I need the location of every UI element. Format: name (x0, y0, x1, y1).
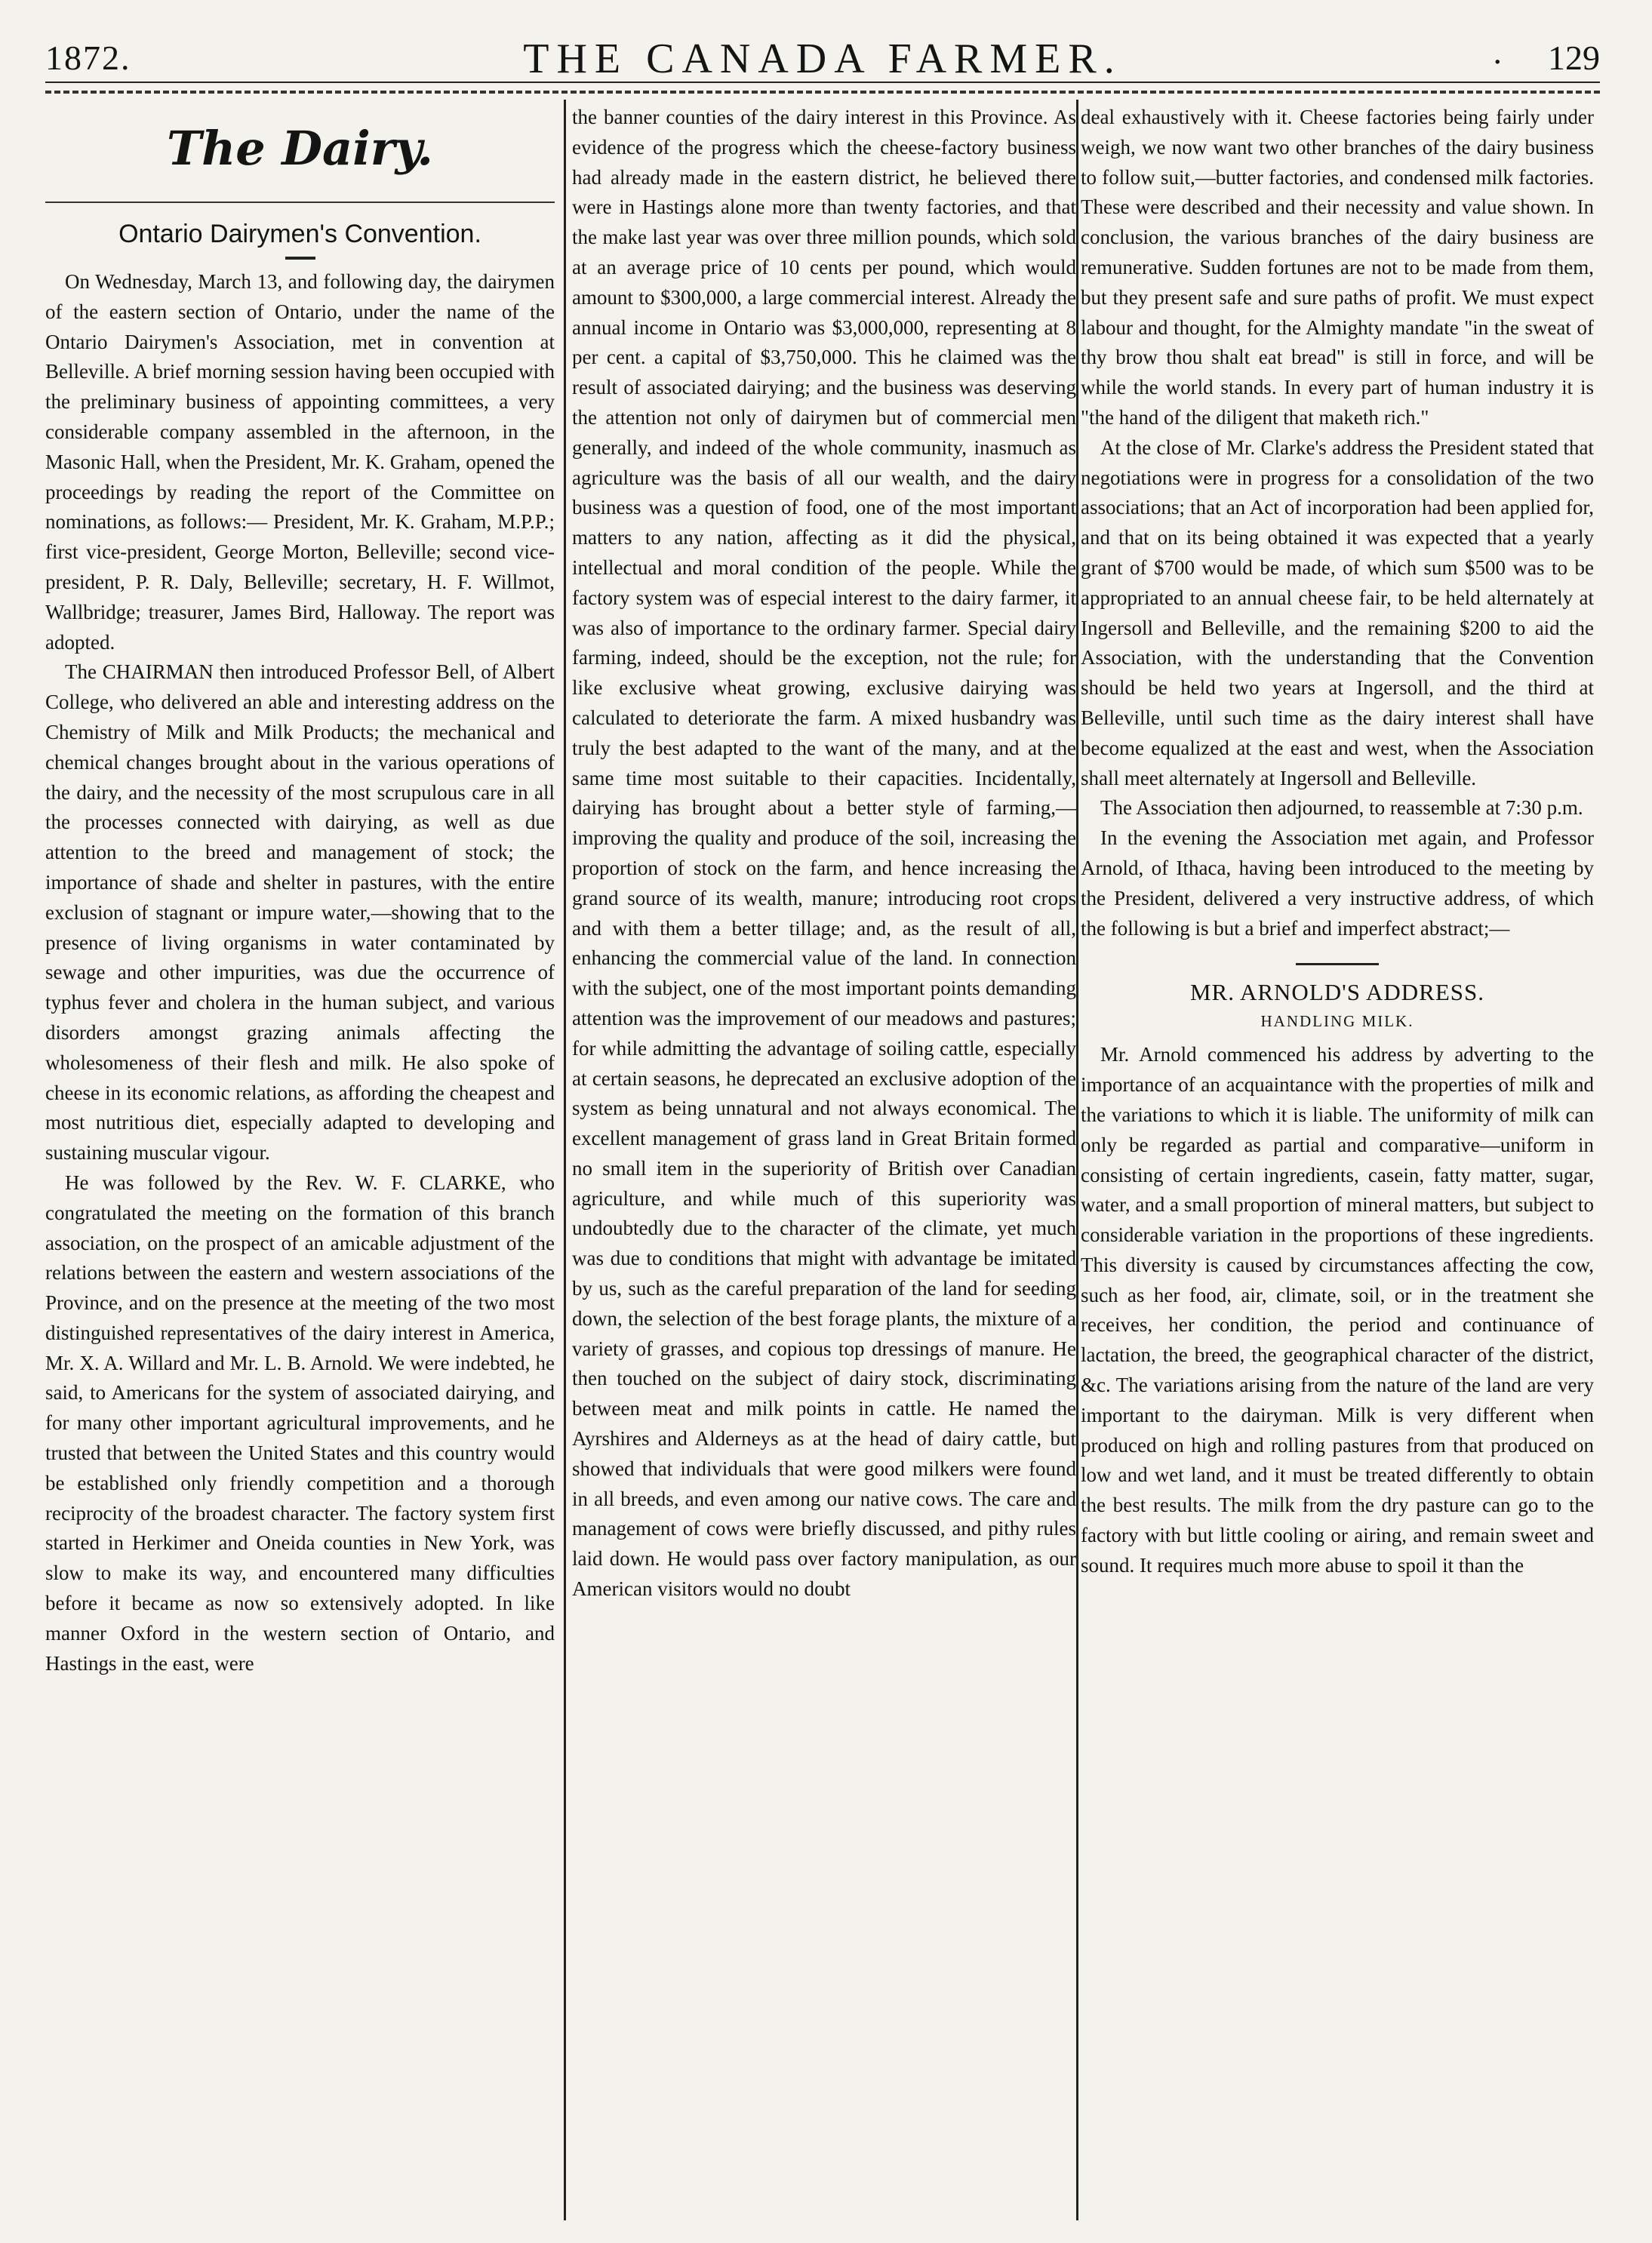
article-paragraph: He was followed by the Rev. W. F. CLARKE, who congratulated the meeting on the formation of this branch association, on the prospect of an amicable adjustment of the relations between the eastern and western associations of the Province, and on the presence at the meeting of the two most distinguished representatives of the dairy interest in America, Mr. X. A. Willard and Mr. L. B. Arnold. We were indebted, he said, to Americans for the system of associated dairying, and for many other important agricultural improvements, and he trusted that between the United States and this country would be established only friendly competition and a thorough reciprocity of the broadest character. The factory system first started in Herkimer and Oneida counties in New York, was slow to make its way, and encountered many difficulties before it became as now so extensively adopted. In like manner Oxford in the western section of Ontario, and Hastings in the east, were (45, 1171, 555, 1675)
column-rule-2 (1076, 100, 1078, 2220)
article-paragraph: The Association then adjourned, to reassemble at 7:30 p.m. (1100, 796, 1583, 820)
article-paragraph: On Wednesday, March 13, and following day, the dairymen of the eastern section of Ontario, under the name of the Ontario Dairymen's Association, met in convention at Belleville. A brief morning session having been occupied with the preliminary business of appointing committees, a very considerable company assembled in the afternoon, in the Masonic Hall, when the President, Mr. K. Graham, opened the proceedings by reading the report of the Committee on nominations, as follows:— President, Mr. K. Graham, M.P.P.; first vice-president, George Morton, Belleville; second vice-president, P. R. Daly, Belleville; secretary, H. F. Willmot, Wallbridge; treasurer, James Bird, Halloway. The report was adopted. (45, 270, 555, 654)
column-2 (572, 103, 1076, 2216)
page-mark: . (1493, 32, 1502, 71)
header-dashed-rule (45, 91, 1600, 94)
page-number: 129 (1548, 38, 1600, 77)
page-header (45, 32, 1600, 83)
masthead: THE CANADA FARMER. (523, 35, 1122, 82)
address-divider (1296, 963, 1379, 965)
article-paragraph: The CHAIRMAN then introduced Professor Bell, of Albert College, who delivered an able and interesting address on the Chemistry of Milk and Milk Products; the mechanical and chemical changes brought about in the various operations of the dairy, and the necessity of the most scrupulous care in all the processes connected with dairying, as well as due attention to the breed and management of stock; the importance of shade and shelter in pastures, with the entire exclusion of stagnant or impure water,—showing that to the presence of living organisms in water contaminated by sewage and other impurities, was due the occurrence of typhus fever and cholera in the human subject, and various disorders amongst grazing animals affecting the wholesomeness of their flesh and milk. He also spoke of cheese in its economic relations, as affording the cheapest and most nutritious diet, especially adapted to developing and sustaining muscular vigour. (45, 660, 555, 1165)
issue-year: 1872. (45, 38, 131, 77)
section-divider (45, 202, 555, 203)
address-paragraph: Mr. Arnold commenced his address by adverting to the importance of an acquaintance with the properties of milk and the variations to which it is liable. The uniformity of milk can only be regarded as partial and comparative—uniform in consisting of certain ingredients, casein, fatty matter, sugar, water, and a small proportion of mineral matters, but subject to considerable variation in the proportions of these ingredients. This diversity is caused by circumstances affecting the cow, such as her food, air, climate, soil, or in the treatment she receives, her condition, the period and continuance of lactation, the breed, the geographical character of the district, &c. The variations arising from the nature of the land are very important to the dairyman. Milk is very different when produced on high and rolling pastures from that produced on low and wet land, and it must be treated differently to obtain the best results. The milk from the dry pasture can go to the factory with but little cooling or airing, and remain sweet and sound. It requires much more abuse to spoil it than the (1081, 1043, 1594, 1577)
article-paragraph: deal exhaustively with it. Cheese factories being fairly under weigh, we now want two other branches of the dairy business to follow suit,—butter factories, and condensed milk factories. These were described and their necessity and value shown. In conclusion, the various branches of the dairy business are remunerative. Sudden fortunes are not to be made from them, but they present safe and sure paths of profit. We must expect labour and thought, for the Almighty mandate "in the sweat of thy brow thou shalt eat bread" is still in force, and will be while the world stands. In every part of human industry it is "the hand of the diligent that maketh rich." (1081, 106, 1594, 429)
title-dash (285, 257, 315, 260)
article-paragraph: In the evening the Association met again, and Professor Arnold, of Ithaca, having been introduced to the meeting by the President, delivered a very instructive address, of which the following is but a brief and imperfect abstract;— (1081, 826, 1594, 940)
section-title: The Dairy. (167, 121, 433, 176)
address-title: MR. ARNOLD'S ADDRESS. (1189, 979, 1485, 1006)
column-3 (1081, 103, 1594, 2216)
column-rule-1 (564, 100, 566, 2220)
article-paragraph: At the close of Mr. Clarke's address the President stated that negotiations were in progress for a consolidation of the two associations; that an Act of incorporation had been applied for, and that on its being obtained it was expected that a yearly grant of $700 would be made, of which sum $500 was to be appropriated to an annual cheese fair, to be held alternately at Ingersoll and Belleville, and the remaining $200 to aid the Association, with the understanding that the Convention should be held two years at Ingersoll, and the third at Belleville, until such time as the dairy interest shall have become equalized at the east and west, when the Association shall meet alternately at Ingersoll and Belleville. (1081, 435, 1594, 789)
article-title: Ontario Dairymen's Convention. (118, 220, 481, 248)
article-paragraph: the banner counties of the dairy interest in this Province. As evidence of the progress which the cheese-factory business had already made in the eastern district, he believed there were in Hastings alone more than twenty factories, and that the make last year was over three million pounds, which sold at an average price of 10 cents per pound, which would amount to $300,000, a large commercial interest. Already the annual income in Ontario was $3,000,000, representing at 8 per cent. a capital of $3,750,000. This he claimed was the result of associated dairying; and the business was deserving the attention not only of dairymen but of commercial men generally, and indeed of the whole community, inasmuch as agriculture was the basis of all our wealth, and the dairy business was a question of food, one of the most important matters to any nation, affecting as it did the physical, intellectual and moral condition of the people. While the factory system was of especial interest to the dairy farmer, it was also of importance to the ordinary farmer. Special dairy farming, indeed, should be the exception, not the rule; for like exclusive wheat growing, exclusive dairying was calculated to deteriorate the farm. A mixed husbandry was truly the best adapted to the want of the many, and at the same time most suitable to their capacities. Incidentally, dairying has brought about a better style of farming,—improving the quality and produce of the soil, increasing the proportion of stock on the farm, and hence increasing the grand source of its wealth, manure; introducing root crops and with them a better tillage; and, as the result of all, enhancing the commercial value of the land. In connection with the subject, one of the most important points demanding attention was the improvement of our meadows and pastures; for while admitting the advantage of soiling cattle, especially at certain seasons, he deprecated an exclusive adoption of the system as being unnatural and not always economical. The excellent management of grass land in Great Britain formed no small item in the superiority of British over Canadian agriculture, and while much of this superiority was undoubtedly due to the character of the climate, yet much was due to conditions that might with advantage be imitated by us, such as the careful preparation of the land for seeding down, the selection of the best forage plants, the mixture of a variety of grasses, and copious top dressings of manure. He then touched on the subject of dairy stock, discriminating between meat and milk points in cattle. He named the Ayrshires and Alderneys as at the head of dairy cattle, but showed that individuals that were good milkers were found in all breeds, and even among our native cows. The care and management of cows were briefly discussed, and pithy rules laid down. He would pass over factory manipulation, as our American visitors would no doubt (572, 106, 1076, 1601)
column-1 (45, 103, 555, 2216)
address-subtitle: HANDLING MILK. (1260, 1012, 1414, 1031)
